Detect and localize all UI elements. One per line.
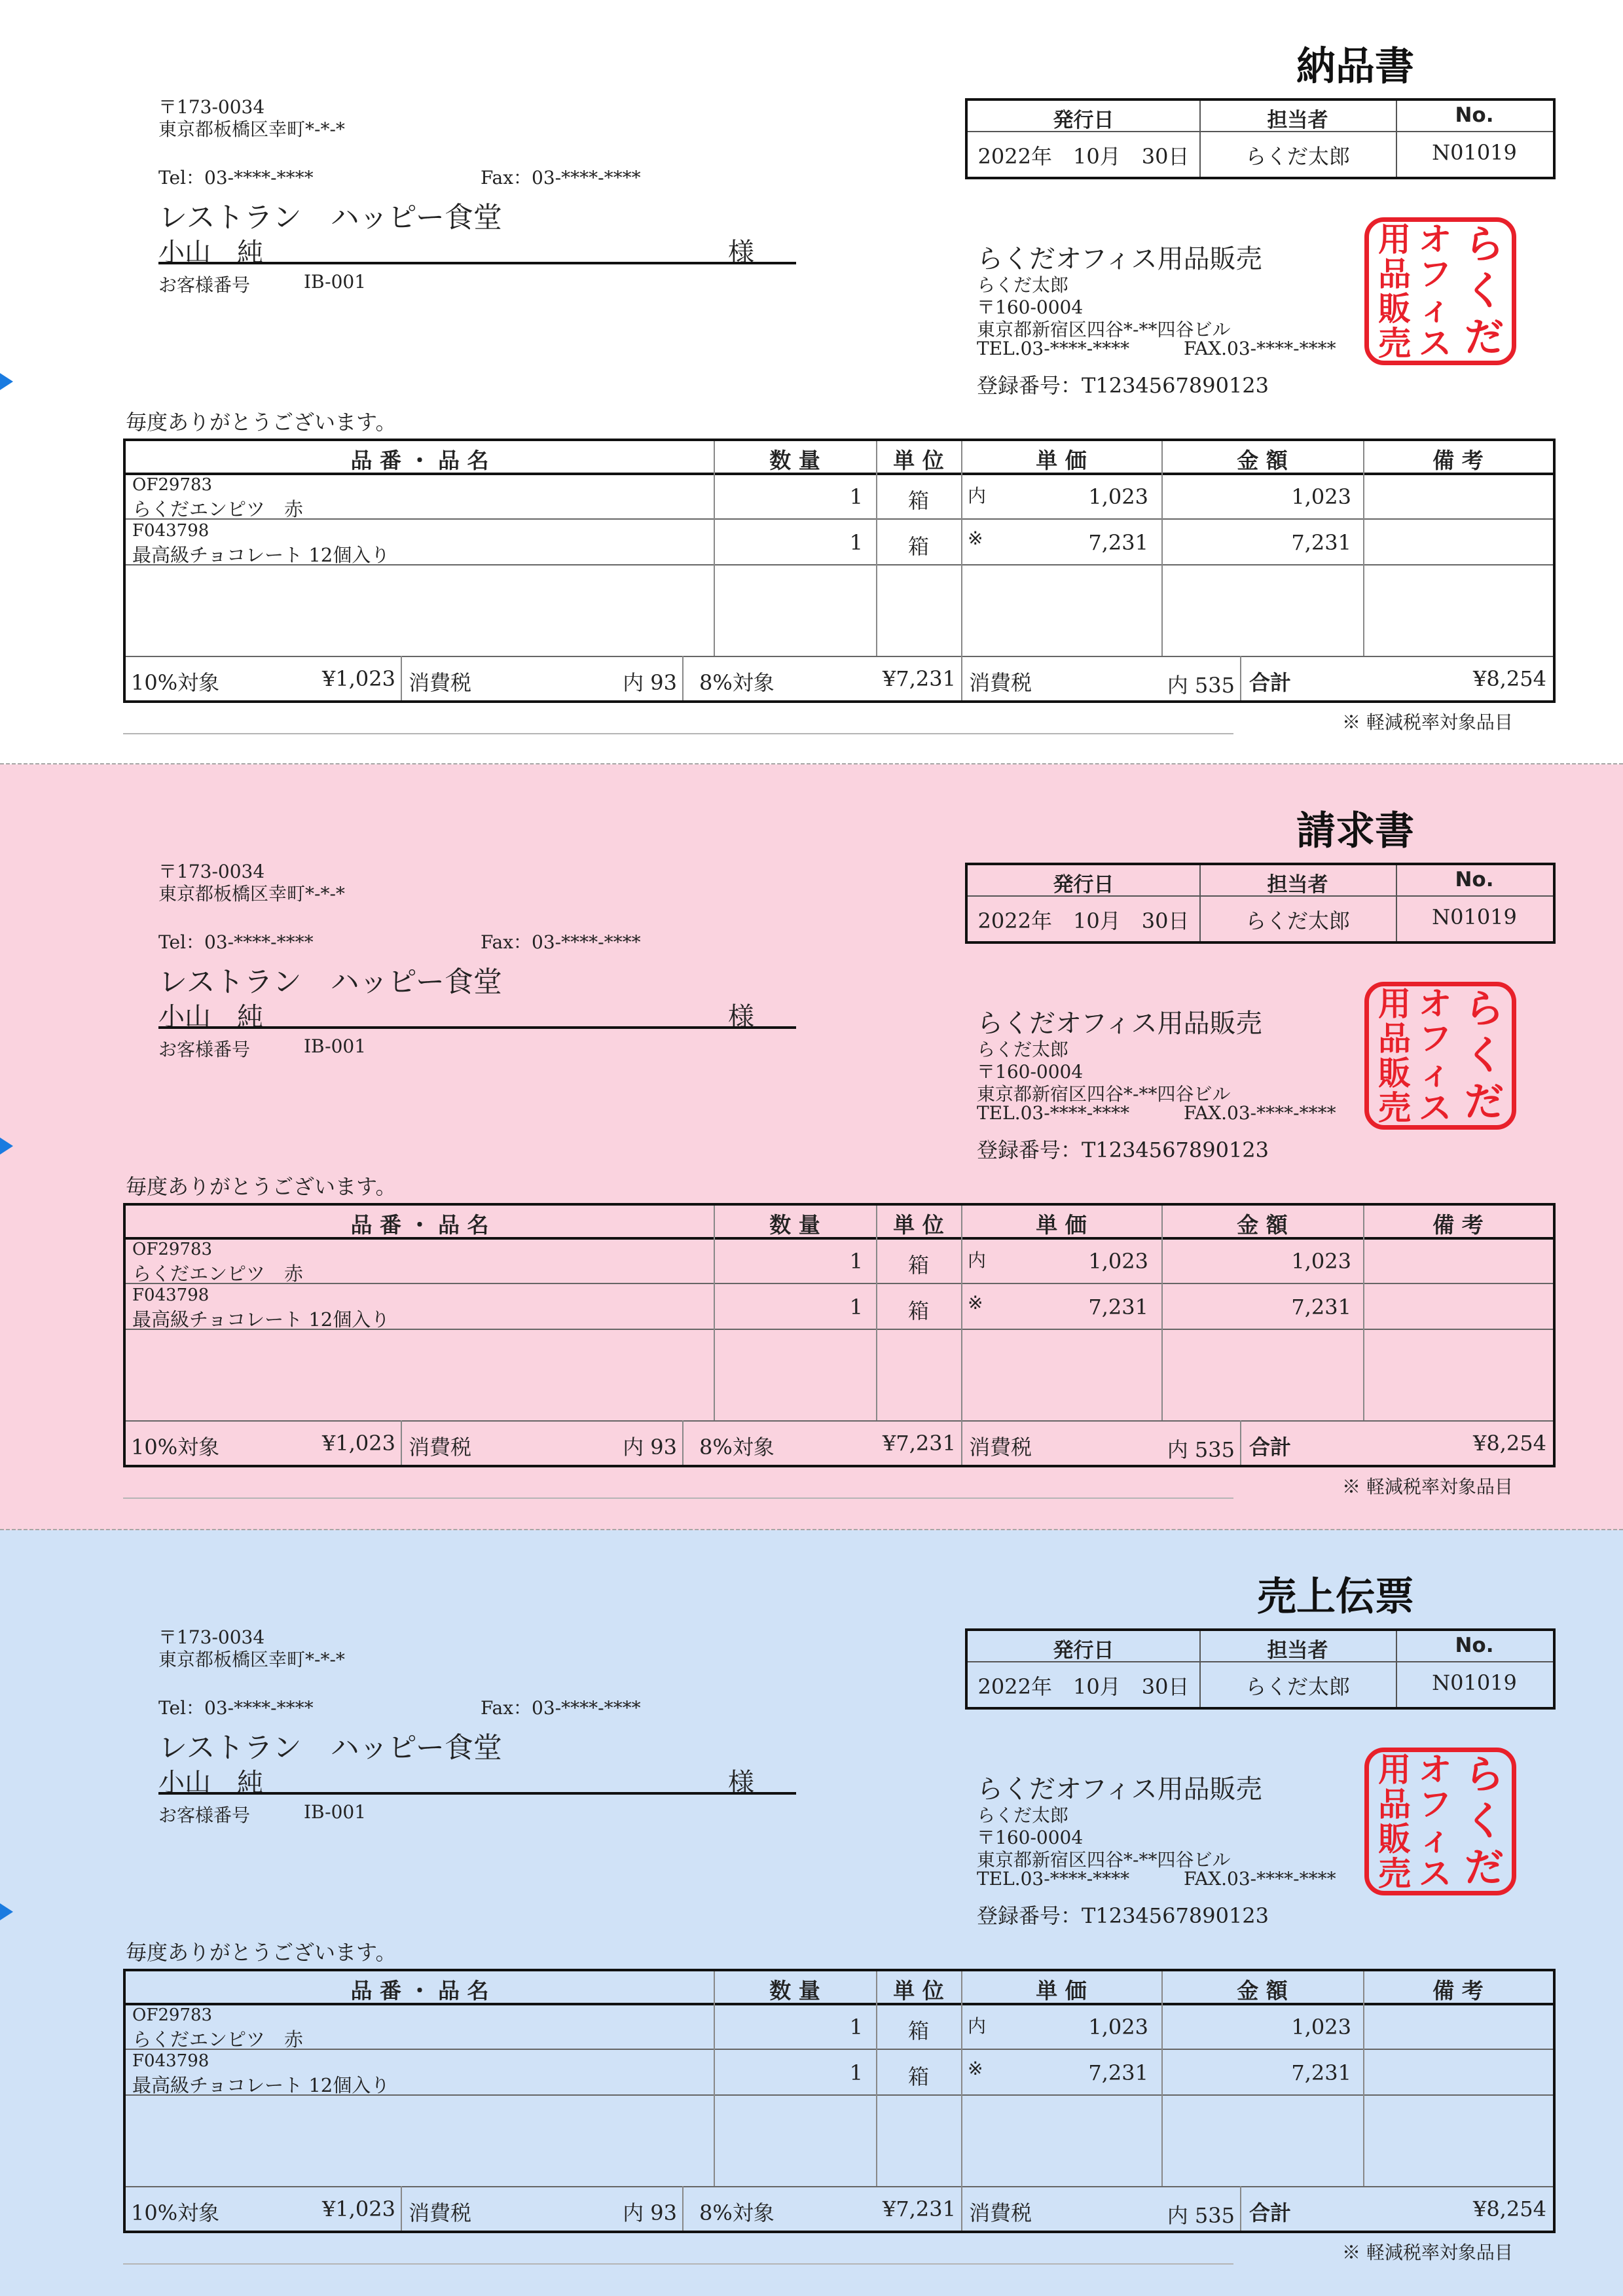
page-marker-icon <box>0 373 13 390</box>
tax1-value: 内 93 <box>623 670 677 695</box>
seller-address: 東京都新宿区四谷*-**四谷ビル <box>977 319 1231 340</box>
item-amount: 7,231 <box>1291 1295 1351 1319</box>
seal-character: ィ <box>1419 1820 1451 1858</box>
customer-postal: 〒173-0034 <box>158 1626 265 1648</box>
seller-fax: FAX.03-****-**** <box>1184 1102 1336 1124</box>
ten-percent-value: ¥1,023 <box>322 666 395 691</box>
customer-fax: Fax：03-****-**** <box>481 167 641 188</box>
item-code: F043798 <box>132 1285 210 1305</box>
items-table <box>123 439 1556 703</box>
customer-tel: Tel：03-****-**** <box>158 1697 314 1719</box>
greeting: 毎度ありがとうございます。 <box>126 1174 397 1199</box>
col-header-item: 品 番 ・ 品 名 <box>350 448 489 473</box>
ten-percent-label: 10%対象 <box>131 2200 220 2225</box>
seller-person: らくだ太郎 <box>977 274 1069 296</box>
seal-character: フ <box>1419 1019 1451 1058</box>
footnote: ※ 軽減税率対象品目 <box>1342 2242 1513 2263</box>
customer-postal: 〒173-0034 <box>158 861 265 882</box>
item-amount: 1,023 <box>1291 1249 1351 1274</box>
seal-character: 販 <box>1378 289 1411 328</box>
item-unit: 箱 <box>907 488 929 513</box>
document-number: N01019 <box>1432 140 1517 165</box>
issue-info-table <box>965 863 1556 944</box>
issue-date-label: 発行日 <box>1053 1639 1114 1662</box>
seal-character: 用 <box>1378 984 1411 1023</box>
item-qty: 1 <box>849 2060 863 2085</box>
seller-company: らくだオフィス用品販売 <box>977 1009 1262 1039</box>
total-label: 合計 <box>1249 2200 1292 2225</box>
seller-tel: TEL.03-****-**** <box>977 1102 1130 1124</box>
item-name: らくだエンピツ 赤 <box>132 1263 304 1285</box>
item-unit: 箱 <box>907 2018 929 2043</box>
bottom-rule <box>123 733 1233 734</box>
col-header-unit: 単 位 <box>893 448 944 473</box>
customer-person: 小山 純 <box>158 1002 263 1032</box>
item-name: 最高級チョコレート 12個入り <box>132 1308 390 1331</box>
seal-character: だ <box>1465 1844 1504 1891</box>
eight-percent-label: 8%対象 <box>699 670 775 695</box>
seller-postal: 〒160-0004 <box>977 1061 1084 1083</box>
issue-date: 2022年 10月 30日 <box>977 1674 1190 1699</box>
tax-mark: ※ <box>968 528 983 549</box>
tax-mark: ※ <box>968 2058 983 2079</box>
col-header-qty: 数 量 <box>769 1212 820 1238</box>
footnote: ※ 軽減税率対象品目 <box>1342 1476 1513 1498</box>
company-seal-icon <box>1364 1748 1516 1895</box>
col-header-qty: 数 量 <box>769 448 820 473</box>
item-qty: 1 <box>849 1249 863 1274</box>
seal-character: 売 <box>1378 1854 1411 1893</box>
seal-character: ス <box>1419 324 1451 363</box>
item-unit: 箱 <box>907 2064 929 2089</box>
tax2-label: 消費税 <box>969 670 1032 695</box>
seal-character: フ <box>1419 1785 1451 1823</box>
item-amount: 7,231 <box>1291 2060 1351 2085</box>
customer-fax: Fax：03-****-**** <box>481 931 641 953</box>
items-table <box>123 1203 1556 1467</box>
item-qty: 1 <box>849 2015 863 2039</box>
staff-name: らくだ太郎 <box>1245 1674 1350 1699</box>
seal-character: く <box>1465 1798 1504 1844</box>
honorific: 様 <box>728 238 754 268</box>
items-table <box>123 1969 1556 2233</box>
customer-tel: Tel：03-****-**** <box>158 167 314 188</box>
staff-label: 担当者 <box>1267 109 1328 132</box>
seal-character: オ <box>1419 220 1451 259</box>
customer-number: IB-001 <box>304 271 367 293</box>
bottom-rule <box>123 2263 1233 2265</box>
seller-postal: 〒160-0004 <box>977 1827 1084 1848</box>
document-title: 請求書 <box>1296 808 1414 854</box>
col-header-note: 備 考 <box>1432 448 1484 473</box>
ten-percent-label: 10%対象 <box>131 1435 220 1460</box>
customer-address: 東京都板橋区幸町*-*-* <box>158 883 345 905</box>
customer-underline <box>158 1026 796 1029</box>
item-code: OF29783 <box>132 1240 213 1259</box>
seal-character: 販 <box>1378 1820 1411 1858</box>
total-value: ¥8,254 <box>1473 1431 1546 1456</box>
seal-character: だ <box>1465 314 1504 361</box>
tax-mark: ※ <box>968 1292 983 1314</box>
item-code: F043798 <box>132 521 210 541</box>
seal-character: オ <box>1419 984 1451 1023</box>
total-label: 合計 <box>1249 1435 1292 1460</box>
col-header-note: 備 考 <box>1432 1212 1484 1238</box>
item-code: F043798 <box>132 2051 210 2071</box>
seller-address: 東京都新宿区四谷*-**四谷ビル <box>977 1083 1231 1105</box>
seal-character: 品 <box>1378 255 1411 293</box>
customer-number: IB-001 <box>304 1035 367 1057</box>
greeting: 毎度ありがとうございます。 <box>126 1940 397 1965</box>
item-price: 1,023 <box>1088 1249 1148 1274</box>
tax2-value: 内 535 <box>1167 2203 1235 2228</box>
company-seal-icon <box>1364 982 1516 1130</box>
number-label: No. <box>1455 868 1494 891</box>
ten-percent-value: ¥1,023 <box>322 1431 395 1456</box>
seal-character: 販 <box>1378 1054 1411 1092</box>
seal-character: ら <box>1465 222 1504 268</box>
item-unit: 箱 <box>907 1299 929 1323</box>
tax1-label: 消費税 <box>409 1435 472 1460</box>
document-title: 納品書 <box>1296 44 1414 90</box>
seller-address: 東京都新宿区四谷*-**四谷ビル <box>977 1849 1231 1871</box>
eight-percent-value: ¥7,231 <box>883 666 956 691</box>
tax1-value: 内 93 <box>623 2200 677 2225</box>
customer-number-label: お客様番号 <box>158 1039 251 1060</box>
seller-person: らくだ太郎 <box>977 1039 1069 1060</box>
col-header-unit: 単 位 <box>893 1978 944 2003</box>
customer-person: 小山 純 <box>158 1768 263 1798</box>
seal-character: 用 <box>1378 220 1411 259</box>
total-label: 合計 <box>1249 670 1292 695</box>
col-header-amount: 金 額 <box>1237 1212 1288 1238</box>
item-price: 7,231 <box>1088 530 1148 555</box>
seal-character: フ <box>1419 255 1451 293</box>
tax2-label: 消費税 <box>969 1435 1032 1460</box>
customer-tel: Tel：03-****-**** <box>158 931 314 953</box>
total-value: ¥8,254 <box>1473 2197 1546 2221</box>
item-code: OF29783 <box>132 475 213 495</box>
seal-character: ス <box>1419 1854 1451 1893</box>
ten-percent-label: 10%対象 <box>131 670 220 695</box>
seal-character: ィ <box>1419 289 1451 328</box>
col-header-amount: 金 額 <box>1237 448 1288 473</box>
document-number: N01019 <box>1432 905 1517 929</box>
item-amount: 7,231 <box>1291 530 1351 555</box>
customer-address: 東京都板橋区幸町*-*-* <box>158 1649 345 1670</box>
staff-label: 担当者 <box>1267 873 1328 897</box>
item-amount: 1,023 <box>1291 2015 1351 2039</box>
customer-person: 小山 純 <box>158 238 263 268</box>
sales-slip-section <box>0 1530 1623 2296</box>
item-name: らくだエンピツ 赤 <box>132 498 304 520</box>
seal-character: 売 <box>1378 1088 1411 1127</box>
seller-company: らくだオフィス用品販売 <box>977 244 1262 274</box>
seller-postal: 〒160-0004 <box>977 296 1084 318</box>
item-price: 1,023 <box>1088 484 1148 509</box>
delivery-note-section <box>0 0 1623 764</box>
item-unit: 箱 <box>907 1253 929 1278</box>
company-seal-icon <box>1364 217 1516 365</box>
item-price: 1,023 <box>1088 2015 1148 2039</box>
tax-mark: 内 <box>968 1249 987 1271</box>
seal-character: く <box>1465 268 1504 314</box>
seal-character: ス <box>1419 1088 1451 1127</box>
tax2-value: 内 535 <box>1167 673 1235 698</box>
seal-character: 品 <box>1378 1785 1411 1823</box>
col-header-price: 単 価 <box>1036 1978 1087 2003</box>
tax1-label: 消費税 <box>409 670 472 695</box>
col-header-item: 品 番 ・ 品 名 <box>350 1978 489 2003</box>
item-name: らくだエンピツ 赤 <box>132 2028 304 2051</box>
ten-percent-value: ¥1,023 <box>322 2197 395 2221</box>
seller-person: らくだ太郎 <box>977 1804 1069 1826</box>
staff-name: らくだ太郎 <box>1245 144 1350 169</box>
issue-info-table <box>965 1628 1556 1710</box>
item-qty: 1 <box>849 530 863 555</box>
tax1-label: 消費税 <box>409 2200 472 2225</box>
registration-number: 登録番号：T1234567890123 <box>977 1903 1269 1928</box>
item-name: 最高級チョコレート 12個入り <box>132 544 390 566</box>
seller-fax: FAX.03-****-**** <box>1184 338 1336 359</box>
item-name: 最高級チョコレート 12個入り <box>132 2074 390 2096</box>
issue-date: 2022年 10月 30日 <box>977 908 1190 933</box>
seller-tel: TEL.03-****-**** <box>977 1868 1130 1890</box>
staff-label: 担当者 <box>1267 1639 1328 1662</box>
number-label: No. <box>1455 1634 1494 1657</box>
col-header-note: 備 考 <box>1432 1978 1484 2003</box>
document-number: N01019 <box>1432 1670 1517 1695</box>
bottom-rule <box>123 1498 1233 1499</box>
customer-postal: 〒173-0034 <box>158 96 265 118</box>
seal-character: ィ <box>1419 1054 1451 1092</box>
seller-tel: TEL.03-****-**** <box>977 338 1130 359</box>
registration-number: 登録番号：T1234567890123 <box>977 373 1269 398</box>
col-header-price: 単 価 <box>1036 1212 1087 1238</box>
registration-number: 登録番号：T1234567890123 <box>977 1138 1269 1162</box>
page-marker-icon <box>0 1903 13 1920</box>
issue-date-label: 発行日 <box>1053 873 1114 897</box>
item-qty: 1 <box>849 484 863 509</box>
col-header-price: 単 価 <box>1036 448 1087 473</box>
staff-name: らくだ太郎 <box>1245 908 1350 933</box>
honorific: 様 <box>728 1768 754 1798</box>
tax-mark: 内 <box>968 2015 987 2037</box>
seller-fax: FAX.03-****-**** <box>1184 1868 1336 1890</box>
customer-fax: Fax：03-****-**** <box>481 1697 641 1719</box>
customer-number: IB-001 <box>304 1801 367 1823</box>
seal-character: ら <box>1465 986 1504 1033</box>
seal-character: オ <box>1419 1750 1451 1789</box>
col-header-item: 品 番 ・ 品 名 <box>350 1212 489 1238</box>
seller-company: らくだオフィス用品販売 <box>977 1774 1262 1804</box>
customer-number-label: お客様番号 <box>158 274 251 296</box>
customer-company: レストラン ハッピー食堂 <box>158 201 502 234</box>
page-marker-icon <box>0 1138 13 1155</box>
customer-company: レストラン ハッピー食堂 <box>158 965 502 999</box>
item-code: OF29783 <box>132 2005 213 2025</box>
item-amount: 1,023 <box>1291 484 1351 509</box>
col-header-amount: 金 額 <box>1237 1978 1288 2003</box>
customer-number-label: お客様番号 <box>158 1804 251 1826</box>
customer-underline <box>158 262 796 264</box>
invoice-section <box>0 764 1623 1530</box>
greeting: 毎度ありがとうございます。 <box>126 410 397 435</box>
seal-character: 売 <box>1378 324 1411 363</box>
item-price: 7,231 <box>1088 2060 1148 2085</box>
customer-address: 東京都板橋区幸町*-*-* <box>158 118 345 140</box>
honorific: 様 <box>728 1002 754 1032</box>
issue-date-label: 発行日 <box>1053 109 1114 132</box>
col-header-unit: 単 位 <box>893 1212 944 1238</box>
document-title: 売上伝票 <box>1257 1574 1414 1620</box>
issue-date: 2022年 10月 30日 <box>977 144 1190 169</box>
tax-mark: 内 <box>968 485 987 507</box>
number-label: No. <box>1455 103 1494 127</box>
total-value: ¥8,254 <box>1473 666 1546 691</box>
eight-percent-value: ¥7,231 <box>883 2197 956 2221</box>
tax2-value: 内 535 <box>1167 1437 1235 1462</box>
tax1-value: 内 93 <box>623 1435 677 1460</box>
footnote: ※ 軽減税率対象品目 <box>1342 711 1513 733</box>
item-unit: 箱 <box>907 534 929 559</box>
eight-percent-label: 8%対象 <box>699 2200 775 2225</box>
customer-company: レストラン ハッピー食堂 <box>158 1731 502 1765</box>
item-price: 7,231 <box>1088 1295 1148 1319</box>
tax2-label: 消費税 <box>969 2200 1032 2225</box>
customer-underline <box>158 1792 796 1795</box>
eight-percent-value: ¥7,231 <box>883 1431 956 1456</box>
eight-percent-label: 8%対象 <box>699 1435 775 1460</box>
issue-info-table <box>965 98 1556 179</box>
seal-character: 品 <box>1378 1019 1411 1058</box>
seal-character: だ <box>1465 1079 1504 1125</box>
item-qty: 1 <box>849 1295 863 1319</box>
col-header-qty: 数 量 <box>769 1978 820 2003</box>
seal-character: 用 <box>1378 1750 1411 1789</box>
seal-character: く <box>1465 1032 1504 1079</box>
seal-character: ら <box>1465 1752 1504 1799</box>
